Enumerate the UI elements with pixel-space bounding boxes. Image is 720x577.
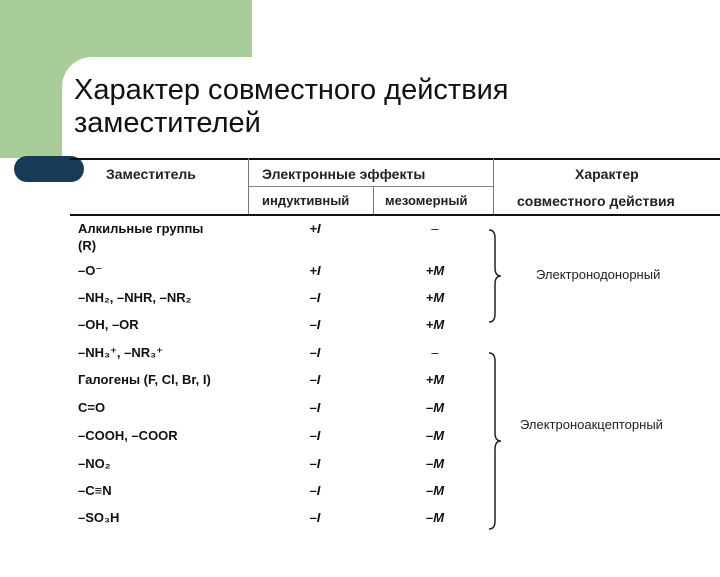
- row-4-inductive: –I: [309, 345, 321, 360]
- row-2-name: –NH₂, –NHR, –NR₂: [78, 290, 192, 305]
- row-5-inductive: –I: [309, 372, 321, 387]
- row-1-mesomeric: +M: [425, 263, 445, 278]
- header-divider-2: [373, 186, 374, 214]
- slide-title: [74, 74, 694, 140]
- row-0-name-line-1: Алкильные группы: [78, 221, 204, 236]
- row-8-mesomeric: –M: [425, 456, 445, 471]
- row-9-inductive: –I: [309, 483, 321, 498]
- donor-brace-icon: [486, 228, 506, 324]
- header-character-line-1: Характер: [575, 166, 639, 182]
- row-3-name: –OH, –OR: [78, 317, 139, 332]
- row-7-name: –COOH, –COOR: [78, 428, 178, 443]
- row-7-inductive: –I: [309, 428, 321, 443]
- slide-title-line-2: заместителей: [74, 107, 261, 139]
- header-character-line-2: совместного действия: [517, 193, 675, 209]
- row-6-name: C=O: [78, 400, 106, 415]
- header-electronic-effects: Электронные эффекты: [262, 166, 426, 182]
- header-divider-3: [493, 158, 494, 214]
- substituent-effects-table: [70, 158, 720, 540]
- row-9-mesomeric: –M: [425, 483, 445, 498]
- row-4-mesomeric: –: [431, 345, 439, 360]
- row-5-mesomeric: +M: [425, 372, 445, 387]
- effects-sub-rule: [248, 186, 493, 187]
- row-1-name: –O⁻: [78, 263, 103, 278]
- header-bottom-rule: [70, 214, 720, 216]
- header-substituent: Заместитель: [106, 166, 196, 182]
- row-6-inductive: –I: [309, 400, 321, 415]
- row-10-inductive: –I: [309, 510, 321, 525]
- row-10-mesomeric: –M: [425, 510, 445, 525]
- header-mesomeric: мезомерный: [385, 193, 468, 208]
- row-2-mesomeric: +M: [425, 290, 445, 305]
- table-top-rule: [70, 158, 720, 160]
- row-2-inductive: –I: [309, 290, 321, 305]
- row-10-name: –SO₃H: [78, 510, 120, 525]
- row-8-name: –NO₂: [78, 456, 111, 471]
- group-acceptor-label: Электроноакцепторный: [520, 417, 663, 432]
- header-divider-1: [248, 158, 249, 214]
- row-0-name-line-2: (R): [78, 238, 97, 253]
- row-3-mesomeric: +M: [425, 317, 445, 332]
- row-0-inductive: +I: [309, 221, 321, 236]
- row-8-inductive: –I: [309, 456, 321, 471]
- row-1-inductive: +I: [309, 263, 321, 278]
- row-5-name: Галогены (F, Cl, Br, I): [78, 372, 211, 387]
- row-3-inductive: –I: [309, 317, 321, 332]
- row-4-name: –NH₃⁺, –NR₃⁺: [78, 345, 163, 360]
- header-inductive: индуктивный: [262, 193, 350, 208]
- row-6-mesomeric: –M: [425, 400, 445, 415]
- row-9-name: –C≡N: [78, 483, 112, 498]
- row-7-mesomeric: –M: [425, 428, 445, 443]
- slide-title-line-1: Характер совместного действия: [74, 74, 509, 106]
- group-donor-label: Электронодонорный: [536, 267, 661, 282]
- acceptor-brace-icon: [486, 351, 506, 531]
- row-0-mesomeric: –: [431, 221, 439, 236]
